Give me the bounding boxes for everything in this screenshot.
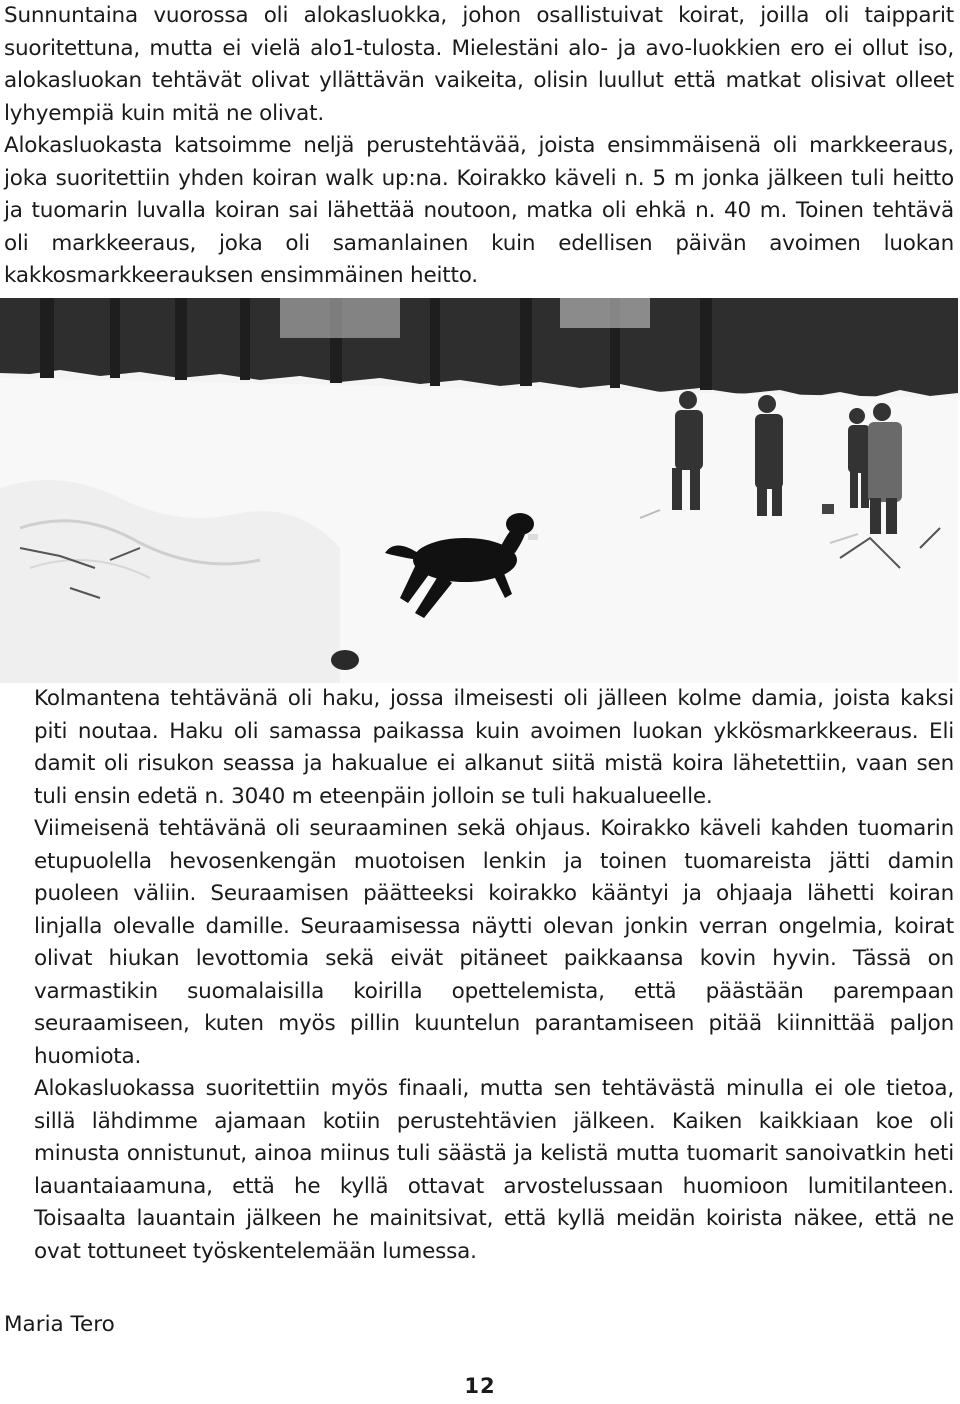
paragraph-2: Alokasluokasta katsoimme neljä perustehtävää, joista ensimmäisenä oli markkeeraus, joka suoritettiin yhden koiran walk up:na. Koirakko käveli n. 5 m jonka jälkeen tuli heitto ja tuomarin luvalla koiran sai lähettää noutoon, matka oli ehkä n. 40 m. Toinen tehtävä oli markkeeraus, joka oli samanlainen kuin edellisen päivän avoimen luokan kakkosmarkkeerauksen ensimmäinen heitto. [4, 133, 954, 288]
article-text-top [4, 0, 954, 293]
page-number: 12 [464, 1374, 496, 1398]
paragraph-5: Alokasluokassa suoritettiin myös finaali, mutta sen tehtävästä minulla ei ole tietoa, sillä lähdimme ajamaan kotiin perustehtävien jälkeen. Kaiken kaikkiaan koe oli minusta onnistunut, ainoa miinus tuli säästä ja kelistä mutta tuomarit sanoivatkin heti lauantaiaamuna, että he kyllä ottavat arvostelussaan huomioon lumitilanteen. Toisaalta lauantain jälkeen he mainitsivat, että kyllä meidän koirista näkee, että ne ovat tottuneet työskentelemään lumessa. [34, 1076, 954, 1264]
author-signature: Maria Tero [4, 1312, 115, 1337]
paragraph-1: Sunnuntaina vuorossa oli alokasluokka, johon osallistuivat koirat, joilla oli taipparit suoritettuna, mutta ei vielä alo1-tulosta. Mielestäni alo- ja avo-luokkien ero ei ollut iso, alokasluokan tehtävät olivat yllättävän vaikeita, olisin luullut että matkat olisivat olleet lyhyempiä kuin mitä ne olivat. [4, 3, 954, 126]
article-text-bottom [4, 683, 954, 1268]
paragraph-3: Kolmantena tehtävänä oli haku, jossa ilmeisesti oli jälleen kolme damia, joista kaksi piti noutaa. Haku oli samassa paikassa kuin avoimen luokan ykkösmarkkeeraus. Eli damit oli risukon seassa ja hakualue ei alkanut siitä mistä koira lähetettiin, vaan sen tuli ensin edetä n. 3040 m eteenpäin jolloin se tuli hakualueelle. [34, 686, 954, 809]
field-trial-photo [0, 298, 958, 683]
paragraph-4: Viimeisenä tehtävänä oli seuraaminen sekä ohjaus. Koirakko käveli kahden tuomarin etupuolella hevosenkengän muotoisen lenkin ja toinen tuomareista jätti damin puoleen väliin. Seuraamisen päätteeksi koirakko kääntyi ja ohjaaja lähetti koiran linjalla olevalle damille. Seuraamisessa näytti olevan jonkin verran ongelmia, koirat olivat hiukan levottomia sekä eivät pitäneet paikkaansa kovin hyvin. Tässä on varmastikin suomalaisilla koirilla opettelemista, että päästään parempaan seuraamiseen, kuten myös pillin kuuntelun parantamiseen pitää kiinnittää paljon huomiota. [34, 816, 954, 1069]
